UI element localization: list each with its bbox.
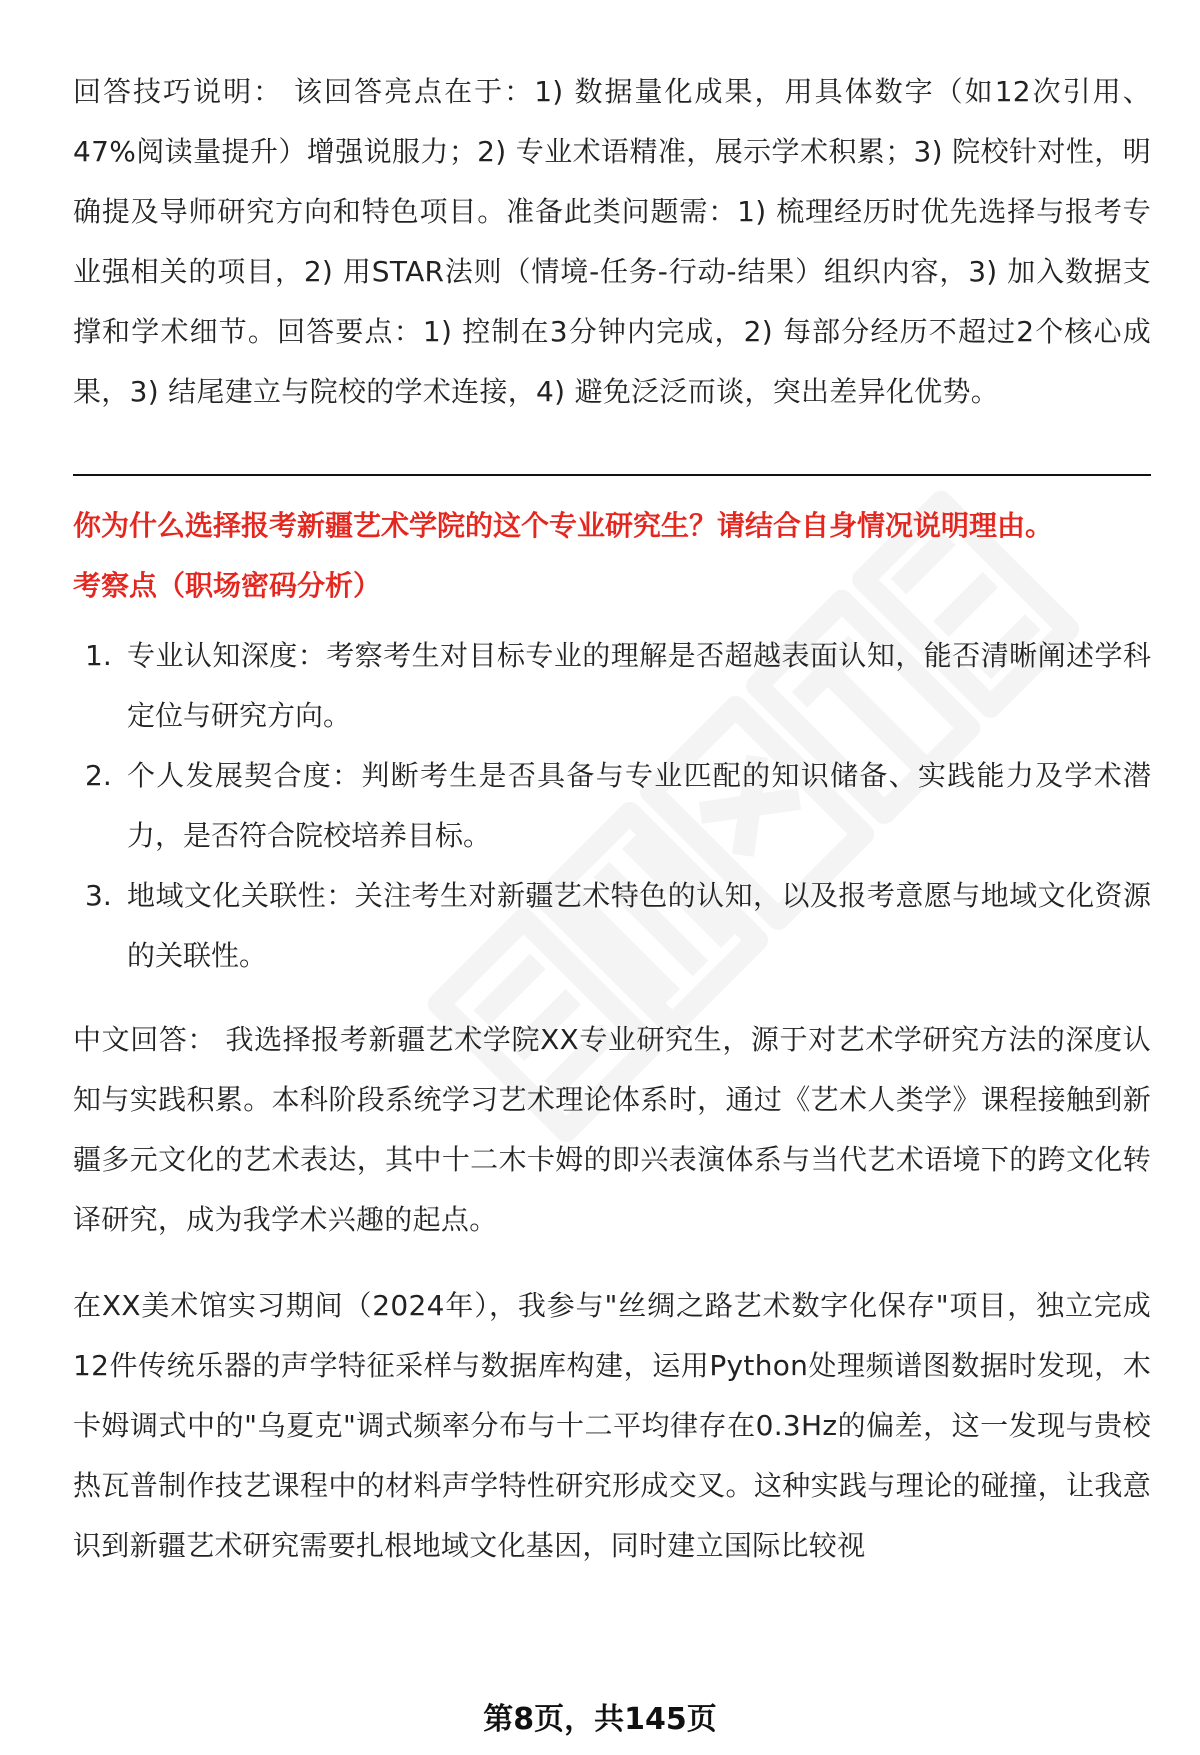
page-number-footer: 第8页，共145页	[483, 1702, 717, 1737]
internship-paragraph: 在XX美术馆实习期间（2024年），我参与"丝绸之路艺术数字化保存"项目，独立完成12件传统乐器的声学特征采样与数据库构建，运用Python处理频谱图数据时发现，木卡姆调式中的"乌夏克"调式频率分布与十二平均律存在0.3Hz的偏差，这一发现与贵校热瓦普制作技艺课程中的材料声学特性研究形成交叉。这种实践与理论的碰撞，让我意识到新疆艺术研究需要扎根地域文化基因，同时建立国际比较视	[73, 1289, 1151, 1562]
spacer	[73, 986, 1151, 1010]
list-item	[73, 866, 1151, 986]
list-item-text: 地域文化关联性：关注考生对新疆艺术特色的认知，以及报考意愿与地域文化资源的关联性。	[127, 879, 1151, 972]
list-item-number: 1.	[85, 639, 112, 672]
question-title: 你为什么选择报考新疆艺术学院的这个专业研究生？请结合自身情况说明理由。	[73, 509, 1054, 542]
answer-tips-paragraph: 回答技巧说明： 该回答亮点在于：1) 数据量化成果，用具体数字（如12次引用、47%阅读量提升）增强说服力；2) 专业术语精准，展示学术积累；3) 院校针对性，明确提及导师研究方向和特色项目。准备此类问题需：1) 梳理经历时优先选择与报考专业强相关的项目，2) 用STAR法则（情境-任务-行动-结果）组织内容，3) 加入数据支撑和学术细节。回答要点：1) 控制在3分钟内完成，2) 每部分经历不超过2个核心成果，3) 结尾建立与院校的学术连接，4) 避免泛泛而谈，突出差异化优势。	[73, 75, 1151, 408]
list-item-number: 2.	[85, 759, 112, 792]
assessment-points-heading: 考察点（职场密码分析）	[73, 569, 382, 602]
list-item-text: 专业认知深度：考察考生对目标专业的理解是否超越表面认知，能否清晰阐述学科定位与研究方向。	[127, 639, 1151, 732]
list-item-text: 个人发展契合度：判断考生是否具备与专业匹配的知识储备、实践能力及学术潜力，是否符合院校培养目标。	[127, 759, 1151, 852]
list-item	[73, 626, 1151, 746]
list-item-number: 3.	[85, 879, 112, 912]
list-item	[73, 746, 1151, 866]
chinese-answer-paragraph: 中文回答： 我选择报考新疆艺术学院XX专业研究生，源于对艺术学研究方法的深度认知与实践积累。本科阶段系统学习艺术理论体系时，通过《艺术人类学》课程接触到新疆多元文化的艺术表达，其中十二木卡姆的即兴表演体系与当代艺术语境下的跨文化转译研究，成为我学术兴趣的起点。	[73, 1023, 1151, 1236]
spacer	[73, 1250, 1151, 1276]
section-divider	[73, 474, 1151, 476]
content-area	[73, 62, 1151, 1576]
assessment-points-list	[73, 626, 1151, 986]
